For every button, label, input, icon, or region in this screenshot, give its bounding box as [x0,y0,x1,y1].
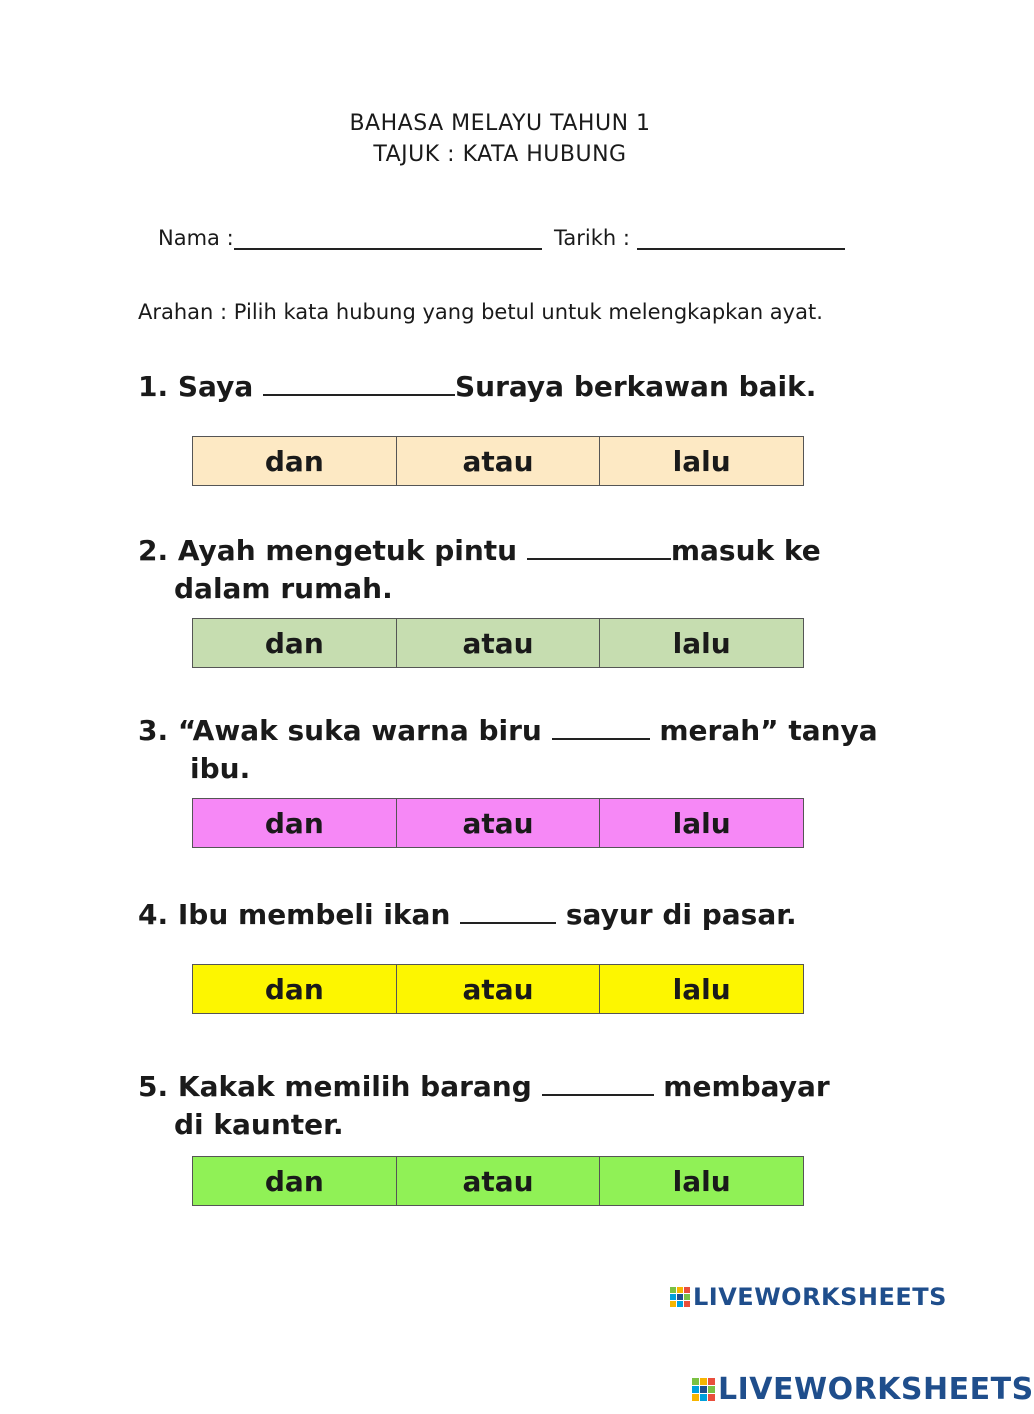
question-text-before: Ibu membeli ikan [177,898,451,931]
question-5 [138,1068,830,1144]
option-lalu[interactable]: lalu [600,965,803,1013]
option-atau[interactable]: atau [397,799,601,847]
option-atau[interactable]: atau [397,1157,601,1205]
options-row-3 [192,798,804,848]
question-text-after: merah” tanya [659,714,878,747]
liveworksheets-footer-logo [692,1372,1034,1407]
name-field [158,226,542,250]
question-number: 1. [138,370,169,403]
question-text-after: membayar [663,1070,830,1103]
date-input-line[interactable] [637,247,845,250]
option-dan[interactable]: dan [193,799,397,847]
name-input-line[interactable] [234,247,542,250]
logo-mark-icon [670,1287,690,1307]
option-atau[interactable]: atau [397,437,601,485]
question-text-before: Ayah mengetuk pintu [177,534,518,567]
question-number: 2. [138,534,169,567]
question-number: 5. [138,1070,169,1103]
question-text-line2: di kaunter. [174,1108,344,1141]
question-number: 4. [138,898,169,931]
question-3 [138,712,878,788]
option-dan[interactable]: dan [193,619,397,667]
option-dan[interactable]: dan [193,1157,397,1205]
logo-mark-icon [692,1378,715,1401]
question-text-before: Kakak memilih barang [177,1070,532,1103]
answer-blank[interactable] [542,1070,654,1096]
question-text-before: “Awak suka warna biru [177,714,542,747]
instruction-text: Arahan : Pilih kata hubung yang betul untuk melengkapkan ayat. [138,300,823,324]
question-text-before: Saya [177,370,254,403]
question-text-line2: ibu. [190,752,251,785]
option-lalu[interactable]: lalu [600,1157,803,1205]
question-text-after: Suraya berkawan baik. [454,370,817,403]
question-text-line2: dalam rumah. [174,572,393,605]
date-field [554,226,845,250]
liveworksheets-logo [670,1283,947,1311]
question-text-after: sayur di pasar. [565,898,797,931]
question-2 [138,532,821,608]
option-dan[interactable]: dan [193,437,397,485]
answer-blank[interactable] [552,714,650,740]
options-row-4 [192,964,804,1014]
options-row-5 [192,1156,804,1206]
question-4 [138,896,797,934]
name-label: Nama : [158,226,234,250]
question-1 [138,368,816,406]
option-lalu[interactable]: lalu [600,437,803,485]
option-atau[interactable]: atau [397,965,601,1013]
question-number: 3. [138,714,169,747]
options-row-1 [192,436,804,486]
logo-text: LIVEWORKSHEETS [718,1372,1034,1407]
answer-blank[interactable] [263,370,455,396]
option-lalu[interactable]: lalu [600,799,803,847]
worksheet-topic: TAJUK : KATA HUBUNG [373,142,627,167]
answer-blank[interactable] [527,534,671,560]
logo-text: LIVEWORKSHEETS [693,1283,947,1311]
question-text-after: masuk ke [670,534,821,567]
options-row-2 [192,618,804,668]
option-dan[interactable]: dan [193,965,397,1013]
worksheet-title: BAHASA MELAYU TAHUN 1 [349,111,651,136]
date-label: Tarikh : [554,226,630,250]
answer-blank[interactable] [460,898,556,924]
option-lalu[interactable]: lalu [600,619,803,667]
option-atau[interactable]: atau [397,619,601,667]
